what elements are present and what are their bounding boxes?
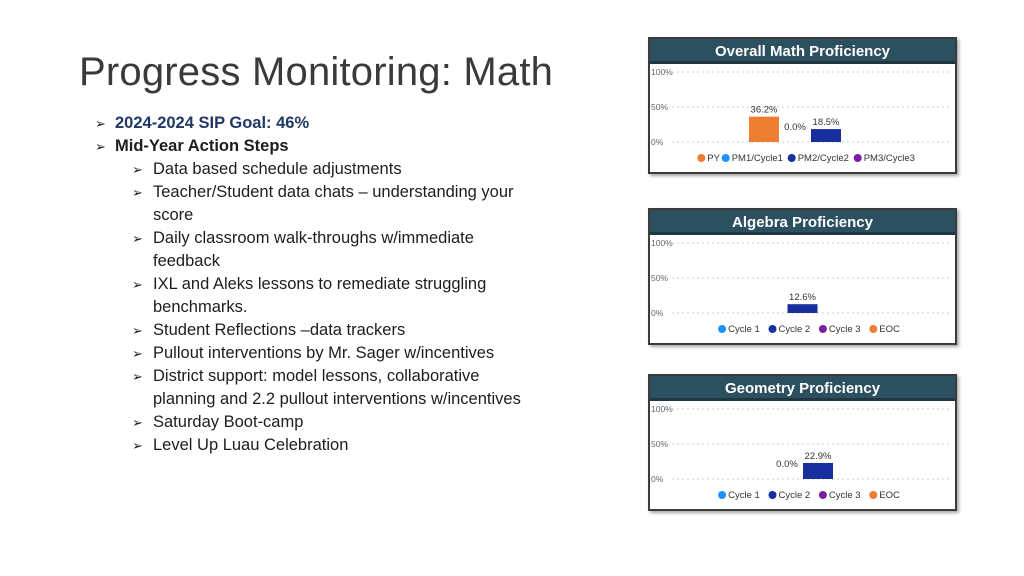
y-tick-label: 50% — [651, 102, 669, 112]
legend-label: EOC — [879, 324, 900, 335]
legend-marker — [697, 154, 705, 162]
algebra-chart-card — [648, 208, 957, 345]
arrow-bullet-icon: ➢ — [132, 369, 143, 384]
data-label: 18.5% — [812, 117, 840, 129]
step-item — [95, 342, 535, 365]
steps-heading-bullet — [95, 135, 535, 158]
step-item — [95, 365, 535, 411]
legend-label: Cycle 2 — [778, 490, 811, 501]
y-tick-label: 50% — [651, 273, 669, 283]
data-label: 0.0% — [776, 459, 798, 470]
overall-math-chart — [650, 64, 955, 172]
step-item — [95, 411, 535, 434]
step-item — [95, 227, 535, 273]
legend-marker — [722, 154, 730, 162]
data-label: 0.0% — [784, 122, 806, 133]
data-label: 12.6% — [789, 292, 816, 304]
arrow-bullet-icon: ➢ — [132, 415, 143, 430]
step-item — [95, 181, 535, 227]
geometry-chart — [650, 401, 955, 509]
slide-title: Progress Monitoring: Math — [79, 50, 554, 94]
bar-py — [749, 117, 779, 142]
y-tick-label: 100% — [651, 238, 673, 248]
step-text: Daily classroom walk-throughs w/immediate feedback — [153, 229, 474, 270]
step-text: Saturday Boot-camp — [153, 413, 304, 431]
data-label: 36.2% — [750, 104, 778, 116]
step-item — [95, 434, 535, 457]
steps-heading: Mid-Year Action Steps — [115, 137, 289, 155]
arrow-bullet-icon: ➢ — [132, 438, 143, 453]
step-text: IXL and Aleks lessons to remediate struggling benchmarks. — [153, 275, 487, 316]
y-tick-label: 0% — [651, 308, 664, 318]
y-tick-label: 0% — [651, 474, 664, 484]
chart-title: Overall Math Proficiency — [650, 39, 955, 64]
arrow-bullet-icon: ➢ — [132, 277, 143, 292]
data-label: 22.9% — [804, 450, 832, 462]
y-tick-label: 50% — [651, 439, 669, 449]
bar-pm2-cycle2 — [811, 129, 841, 142]
geometry-chart-card — [648, 374, 957, 511]
legend-marker — [718, 491, 726, 499]
legend-marker — [869, 325, 877, 333]
legend-marker — [769, 325, 777, 333]
legend-label: Cycle 1 — [728, 490, 760, 501]
y-tick-label: 0% — [651, 137, 664, 147]
y-tick-label: 100% — [651, 404, 673, 414]
legend-marker — [869, 491, 877, 499]
legend-label: PM1/Cycle1 — [731, 153, 783, 164]
legend-marker — [718, 325, 726, 333]
legend-label: Cycle 3 — [828, 324, 861, 335]
arrow-bullet-icon: ➢ — [132, 162, 143, 177]
legend-marker — [819, 491, 827, 499]
chart-title: Algebra Proficiency — [650, 210, 955, 235]
algebra-chart — [650, 235, 955, 343]
legend-label: EOC — [879, 490, 900, 501]
arrow-bullet-icon: ➢ — [95, 139, 106, 154]
action-steps-list — [95, 112, 535, 457]
step-text: Teacher/Student data chats – understanding your score — [153, 183, 514, 224]
legend-label: Cycle 1 — [728, 324, 760, 335]
bar-cycle-2 — [788, 304, 818, 313]
goal-bullet — [95, 112, 535, 135]
step-text: Pullout interventions by Mr. Sager w/incentives — [153, 344, 495, 362]
legend-label: Cycle 2 — [778, 324, 811, 335]
step-text: District support: model lessons, collaborative planning and 2.2 pullout interventions w/incentives — [153, 367, 521, 408]
step-item — [95, 319, 535, 342]
legend-marker — [769, 491, 777, 499]
step-text: Student Reflections –data trackers — [153, 321, 406, 339]
legend-label: Cycle 3 — [828, 490, 861, 501]
legend-marker — [854, 154, 862, 162]
step-item — [95, 273, 535, 319]
legend-marker — [788, 154, 796, 162]
arrow-bullet-icon: ➢ — [132, 323, 143, 338]
legend-label: PY — [707, 153, 720, 164]
arrow-bullet-icon: ➢ — [132, 231, 143, 246]
y-tick-label: 100% — [651, 67, 673, 77]
arrow-bullet-icon: ➢ — [132, 185, 143, 200]
step-text: Level Up Luau Celebration — [153, 436, 349, 454]
arrow-bullet-icon: ➢ — [132, 346, 143, 361]
legend-marker — [819, 325, 827, 333]
sip-goal-text: 2024-2024 SIP Goal: 46% — [115, 114, 310, 132]
overall-math-chart-card — [648, 37, 957, 174]
arrow-bullet-icon: ➢ — [95, 116, 106, 131]
legend-label: PM3/Cycle3 — [863, 153, 915, 164]
legend-label: PM2/Cycle2 — [797, 153, 849, 164]
step-item — [95, 158, 535, 181]
step-text: Data based schedule adjustments — [153, 160, 402, 178]
bar-cycle-2 — [803, 463, 833, 479]
chart-title: Geometry Proficiency — [650, 376, 955, 401]
